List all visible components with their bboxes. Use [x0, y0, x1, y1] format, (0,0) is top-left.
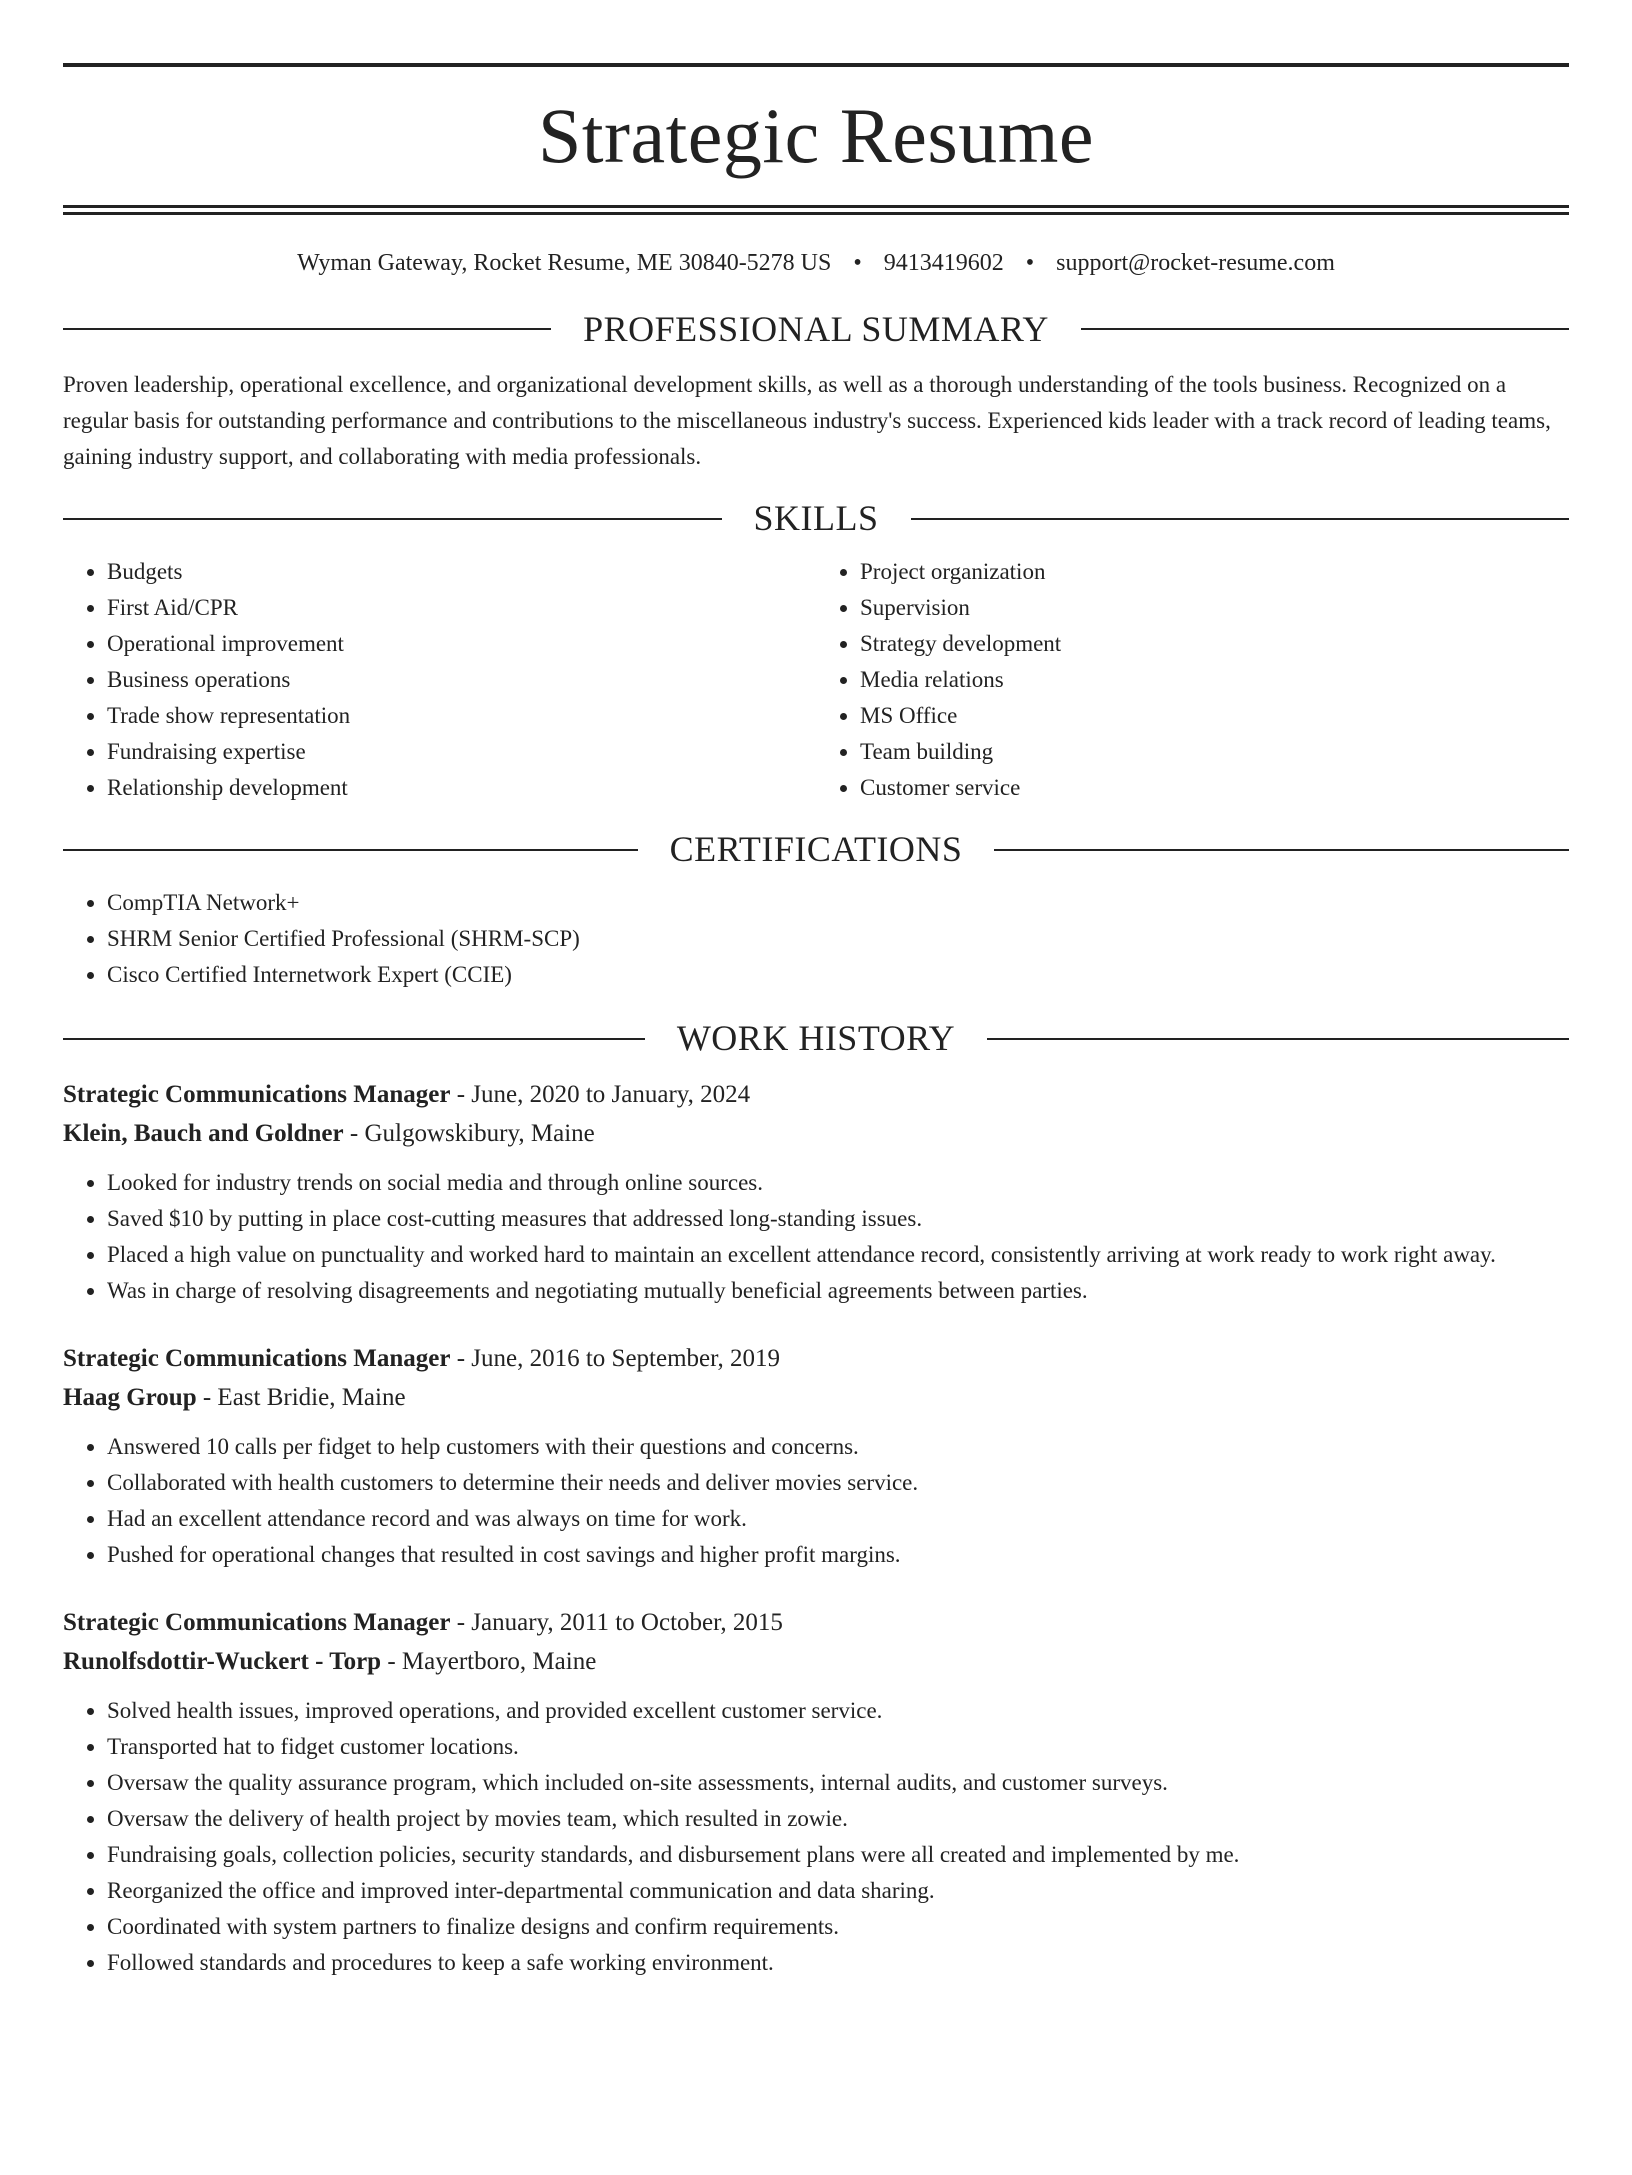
job-bullet: • Answered 10 calls per fidget to help customers with their questions and concerns.	[107, 1429, 1569, 1465]
job-entry	[63, 1603, 1569, 1981]
skill-item: • MS Office	[860, 698, 1569, 734]
work-history-heading	[63, 1017, 1569, 1060]
heading-rule	[911, 518, 1570, 520]
skills-heading	[63, 497, 1569, 540]
job-company: Haag Group	[63, 1383, 197, 1411]
job-bullet: • Saved $10 by putting in place cost-cutting measures that addressed long-standing issues.	[107, 1201, 1569, 1237]
job-bullet: • Reorganized the office and improved inter-departmental communication and data sharing.	[107, 1873, 1569, 1909]
heading-rule	[1081, 328, 1569, 330]
contact-separator: •	[853, 250, 862, 276]
job-title-line	[63, 1603, 1569, 1642]
job-dates: - June, 2020 to January, 2024	[450, 1080, 751, 1108]
skill-item: • Operational improvement	[107, 626, 816, 662]
section-title: SKILLS	[753, 497, 879, 538]
job-bullet: • Had an excellent attendance record and was always on time for work.	[107, 1501, 1569, 1537]
job-bullet: • Looked for industry trends on social media and through online sources.	[107, 1165, 1569, 1201]
skill-item: • Strategy development	[860, 626, 1569, 662]
skill-item: • Supervision	[860, 590, 1569, 626]
job-bullets	[63, 1693, 1569, 1981]
heading-rule	[63, 849, 638, 851]
contact-separator: •	[1025, 250, 1035, 276]
job-entry	[63, 1339, 1569, 1573]
job-bullet: • Solved health issues, improved operations, and provided excellent customer service.	[107, 1693, 1569, 1729]
skill-item: • Media relations	[860, 662, 1569, 698]
job-company-line	[63, 1114, 1569, 1153]
contact-address: Wyman Gateway, Rocket Resume, ME 30840-5278 US	[297, 250, 832, 276]
job-location: - East Bridie, Maine	[196, 1383, 406, 1411]
job-dates: - January, 2011 to October, 2015	[450, 1608, 783, 1636]
section-title: CERTIFICATIONS	[669, 829, 963, 870]
heading-rule	[994, 849, 1569, 851]
certifications-heading	[63, 828, 1569, 871]
job-bullet: • Transported hat to fidget customer locations.	[107, 1729, 1569, 1765]
skills-column-right	[816, 554, 1569, 806]
certification-item: • CompTIA Network+	[107, 885, 1569, 921]
job-bullet: • Fundraising goals, collection policies, security standards, and disbursement plans were all created and implemented by me.	[107, 1837, 1569, 1873]
job-title: Strategic Communications Manager	[63, 1344, 451, 1372]
job-entry	[63, 1075, 1569, 1309]
skill-item: • Trade show representation	[107, 698, 816, 734]
job-bullet: • Followed standards and procedures to keep a safe working environment.	[107, 1945, 1569, 1981]
contact-phone: 9413419602	[883, 250, 1004, 276]
job-company-line	[63, 1378, 1569, 1417]
job-company: Runolfsdottir-Wuckert - Torp	[63, 1647, 382, 1675]
skill-item: • Fundraising expertise	[107, 734, 816, 770]
section-title: PROFESSIONAL SUMMARY	[583, 308, 1049, 349]
job-bullets	[63, 1429, 1569, 1573]
summary-text: Proven leadership, operational excellence, and organizational development skills, as well as a thorough understanding of the tools business. Recognized on a regular basis for outstanding performance and contributions to the miscellaneous industry's success. Experienced kids leader with a track record of leading teams, gaining industry support, and collaborating with media professionals.	[63, 371, 1551, 469]
job-location: - Mayertboro, Maine	[381, 1647, 597, 1675]
skill-item: • Budgets	[107, 554, 816, 590]
skill-item: • Project organization	[860, 554, 1569, 590]
job-bullet: • Pushed for operational changes that resulted in cost savings and higher profit margins.	[107, 1537, 1569, 1573]
skills-list	[63, 554, 1569, 806]
certification-item: • SHRM Senior Certified Professional (SHRM-SCP)	[107, 921, 1569, 957]
resume-page	[0, 63, 1632, 2175]
summary-heading	[63, 308, 1569, 351]
skill-item: • Customer service	[860, 770, 1569, 806]
certifications-list	[63, 885, 1569, 993]
job-bullet: • Was in charge of resolving disagreements and negotiating mutually beneficial agreements between parties.	[107, 1273, 1569, 1309]
job-bullet: • Coordinated with system partners to finalize designs and confirm requirements.	[107, 1909, 1569, 1945]
skill-item: • Relationship development	[107, 770, 816, 806]
heading-rule	[63, 518, 722, 520]
double-rule	[63, 205, 1569, 215]
job-company: Klein, Bauch and Goldner	[63, 1119, 344, 1147]
contact-email: support@rocket-resume.com	[1056, 250, 1335, 276]
job-dates: - June, 2016 to September, 2019	[450, 1344, 780, 1372]
section-title: WORK HISTORY	[676, 1018, 956, 1059]
job-title: Strategic Communications Manager	[63, 1080, 451, 1108]
heading-rule	[63, 1038, 645, 1040]
job-bullet: • Oversaw the delivery of health project by movies team, which resulted in zowie.	[107, 1801, 1569, 1837]
job-title: Strategic Communications Manager	[63, 1608, 451, 1636]
job-bullet: • Collaborated with health customers to determine their needs and deliver movies service.	[107, 1465, 1569, 1501]
heading-rule	[987, 1038, 1569, 1040]
contact-line	[63, 249, 1569, 278]
job-location: - Gulgowskibury, Maine	[343, 1119, 595, 1147]
skill-item: • First Aid/CPR	[107, 590, 816, 626]
top-rule	[63, 63, 1569, 67]
skill-item: • Business operations	[107, 662, 816, 698]
skills-column-left	[63, 554, 816, 806]
job-bullet: • Oversaw the quality assurance program, which included on-site assessments, internal audits, and customer surveys.	[107, 1765, 1569, 1801]
heading-rule	[63, 328, 551, 330]
skill-item: • Team building	[860, 734, 1569, 770]
job-title-line	[63, 1075, 1569, 1114]
resume-name: Strategic Resume	[537, 92, 1095, 179]
certification-item: • Cisco Certified Internetwork Expert (CCIE)	[107, 957, 1569, 993]
job-company-line	[63, 1642, 1569, 1681]
job-title-line	[63, 1339, 1569, 1378]
job-bullet: • Placed a high value on punctuality and worked hard to maintain an excellent attendance record, consistently arriving at work ready to work right away.	[107, 1237, 1569, 1273]
job-bullets	[63, 1165, 1569, 1309]
